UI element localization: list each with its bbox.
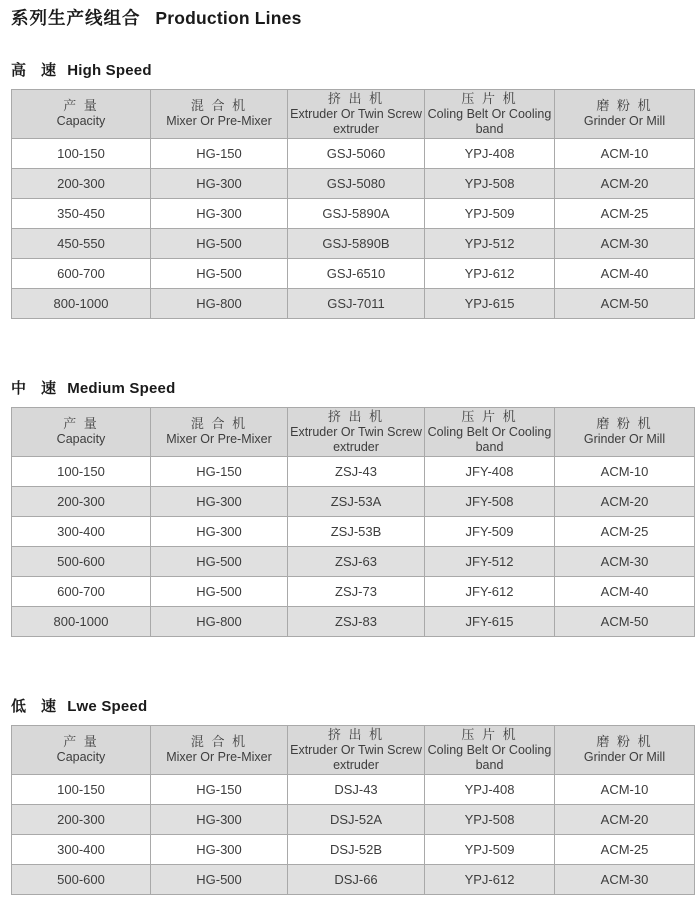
section-heading-zh: 中 速 xyxy=(11,380,57,397)
table-cell: ACM-20 xyxy=(555,169,695,199)
table-cell: 100-150 xyxy=(12,775,151,805)
table-cell: HG-500 xyxy=(151,547,288,577)
section-heading-en: Medium Speed xyxy=(67,380,176,397)
column-header xyxy=(151,408,288,457)
table-cell: ACM-50 xyxy=(555,289,695,319)
section-heading-medium-speed xyxy=(11,380,694,398)
table-cell: HG-300 xyxy=(151,487,288,517)
column-header-en: Capacity xyxy=(56,114,106,129)
column-header-en: Extruder Or Twin Screw extruder xyxy=(290,742,422,772)
table-cell: HG-500 xyxy=(151,865,288,895)
table-cell: 350-450 xyxy=(12,199,151,229)
table-cell: JFY-512 xyxy=(425,547,555,577)
table-cell: 100-150 xyxy=(12,457,151,487)
table-cell: ZSJ-53A xyxy=(288,487,425,517)
table-cell: 300-400 xyxy=(12,517,151,547)
column-header xyxy=(425,408,555,457)
section-heading-en: Lwe Speed xyxy=(67,698,148,715)
section-heading-zh: 高 速 xyxy=(11,62,57,79)
column-header-zh: 挤 出 机 xyxy=(327,90,385,106)
table-cell: ACM-10 xyxy=(555,457,695,487)
table-cell: ACM-10 xyxy=(555,775,695,805)
table-row xyxy=(12,577,695,607)
column-header-zh: 挤 出 机 xyxy=(327,408,385,424)
table-cell: YPJ-509 xyxy=(425,835,555,865)
table-cell: GSJ-6510 xyxy=(288,259,425,289)
table-row xyxy=(12,517,695,547)
column-header-zh: 混 合 机 xyxy=(190,416,248,432)
table-cell: YPJ-612 xyxy=(425,865,555,895)
table-cell: JFY-612 xyxy=(425,577,555,607)
table-cell: ACM-40 xyxy=(555,259,695,289)
table-cell: YPJ-408 xyxy=(425,139,555,169)
table-cell: ZSJ-53B xyxy=(288,517,425,547)
table-row xyxy=(12,139,695,169)
table-cell: HG-300 xyxy=(151,517,288,547)
column-header-en: Mixer Or Pre-Mixer xyxy=(166,750,272,765)
table-row xyxy=(12,169,695,199)
column-header-en: Mixer Or Pre-Mixer xyxy=(166,114,272,129)
table-cell: HG-800 xyxy=(151,289,288,319)
table-cell: ACM-20 xyxy=(555,487,695,517)
table-cell: 800-1000 xyxy=(12,289,151,319)
table-cell: JFY-615 xyxy=(425,607,555,637)
table-cell: 800-1000 xyxy=(12,607,151,637)
column-header xyxy=(425,726,555,775)
column-header-zh: 压 片 机 xyxy=(461,408,518,424)
column-header-en: Coling Belt Or Cooling band xyxy=(427,424,552,454)
header-row xyxy=(12,726,695,775)
table-cell: 450-550 xyxy=(12,229,151,259)
table-cell: ZSJ-83 xyxy=(288,607,425,637)
table-cell: YPJ-509 xyxy=(425,199,555,229)
table-cell: ACM-10 xyxy=(555,139,695,169)
table-cell: ACM-25 xyxy=(555,199,695,229)
production-table-high-speed xyxy=(11,89,695,319)
table-cell: ACM-20 xyxy=(555,805,695,835)
column-header-zh: 产 量 xyxy=(63,416,99,432)
column-header-en: Grinder Or Mill xyxy=(583,432,666,447)
column-header-en: Mixer Or Pre-Mixer xyxy=(166,432,272,447)
table-cell: HG-300 xyxy=(151,835,288,865)
column-header-en: Grinder Or Mill xyxy=(583,114,666,129)
column-header-zh: 挤 出 机 xyxy=(327,726,385,742)
production-table-medium-speed xyxy=(11,407,695,637)
table-head xyxy=(12,90,695,139)
table-cell: HG-150 xyxy=(151,457,288,487)
table-cell: GSJ-7011 xyxy=(288,289,425,319)
table-cell: HG-300 xyxy=(151,805,288,835)
table-row xyxy=(12,289,695,319)
table-cell: 100-150 xyxy=(12,139,151,169)
table-cell: HG-500 xyxy=(151,259,288,289)
column-header xyxy=(555,726,695,775)
column-header xyxy=(288,90,425,139)
table-head xyxy=(12,726,695,775)
table-cell: HG-150 xyxy=(151,775,288,805)
column-header-zh: 产 量 xyxy=(63,734,99,750)
table-cell: 200-300 xyxy=(12,487,151,517)
production-table-low-speed xyxy=(11,725,695,895)
table-cell: ACM-30 xyxy=(555,547,695,577)
table-row xyxy=(12,487,695,517)
page-title-en: Production Lines xyxy=(155,8,302,28)
table-row xyxy=(12,259,695,289)
table-body xyxy=(12,775,695,895)
table-cell: GSJ-5060 xyxy=(288,139,425,169)
column-header-zh: 混 合 机 xyxy=(190,734,248,750)
column-header-zh: 磨 粉 机 xyxy=(596,98,653,114)
table-cell: ZSJ-63 xyxy=(288,547,425,577)
table-cell: 600-700 xyxy=(12,577,151,607)
table-cell: ACM-50 xyxy=(555,607,695,637)
table-cell: 600-700 xyxy=(12,259,151,289)
column-header-zh: 混 合 机 xyxy=(190,98,248,114)
table-cell: ZSJ-73 xyxy=(288,577,425,607)
table-cell: HG-300 xyxy=(151,199,288,229)
table-cell: HG-150 xyxy=(151,139,288,169)
column-header-en: Capacity xyxy=(56,432,106,447)
table-cell: YPJ-508 xyxy=(425,169,555,199)
column-header-en: Extruder Or Twin Screw extruder xyxy=(290,106,422,136)
section-heading-en: High Speed xyxy=(67,62,152,79)
header-row xyxy=(12,90,695,139)
table-cell: ACM-25 xyxy=(555,517,695,547)
page-title-zh: 系列生产线组合 xyxy=(11,8,141,28)
table-cell: ACM-30 xyxy=(555,229,695,259)
column-header xyxy=(425,90,555,139)
table-body xyxy=(12,457,695,637)
column-header xyxy=(555,90,695,139)
section-high-speed xyxy=(11,62,694,319)
column-header-en: Coling Belt Or Cooling band xyxy=(427,742,552,772)
table-cell: HG-300 xyxy=(151,169,288,199)
table-cell: DSJ-52A xyxy=(288,805,425,835)
column-header-zh: 压 片 机 xyxy=(461,726,518,742)
table-row xyxy=(12,805,695,835)
table-cell: 200-300 xyxy=(12,169,151,199)
column-header xyxy=(12,90,151,139)
table-cell: 300-400 xyxy=(12,835,151,865)
table-cell: JFY-408 xyxy=(425,457,555,487)
section-heading-low-speed xyxy=(11,698,694,716)
table-cell: ZSJ-43 xyxy=(288,457,425,487)
table-cell: HG-800 xyxy=(151,607,288,637)
table-head xyxy=(12,408,695,457)
column-header-en: Capacity xyxy=(56,750,106,765)
section-heading-high-speed xyxy=(11,62,694,80)
column-header-zh: 压 片 机 xyxy=(461,90,518,106)
table-row xyxy=(12,199,695,229)
table-cell: GSJ-5890A xyxy=(288,199,425,229)
table-cell: 500-600 xyxy=(12,547,151,577)
column-header xyxy=(151,90,288,139)
column-header xyxy=(555,408,695,457)
table-cell: DSJ-52B xyxy=(288,835,425,865)
table-row xyxy=(12,457,695,487)
header-row xyxy=(12,408,695,457)
table-cell: YPJ-615 xyxy=(425,289,555,319)
column-header-en: Extruder Or Twin Screw extruder xyxy=(290,424,422,454)
column-header xyxy=(12,408,151,457)
table-cell: DSJ-66 xyxy=(288,865,425,895)
section-medium-speed xyxy=(11,380,694,637)
table-cell: 500-600 xyxy=(12,865,151,895)
table-cell: DSJ-43 xyxy=(288,775,425,805)
table-cell: JFY-509 xyxy=(425,517,555,547)
section-heading-zh: 低 速 xyxy=(11,698,57,715)
table-cell: YPJ-508 xyxy=(425,805,555,835)
column-header-en: Coling Belt Or Cooling band xyxy=(427,106,552,136)
table-cell: YPJ-512 xyxy=(425,229,555,259)
column-header xyxy=(288,726,425,775)
column-header-zh: 产 量 xyxy=(63,98,99,114)
table-cell: HG-500 xyxy=(151,229,288,259)
table-row xyxy=(12,547,695,577)
table-cell: ACM-40 xyxy=(555,577,695,607)
column-header-en: Grinder Or Mill xyxy=(583,750,666,765)
column-header-zh: 磨 粉 机 xyxy=(596,734,653,750)
table-cell: ACM-30 xyxy=(555,865,695,895)
table-cell: ACM-25 xyxy=(555,835,695,865)
table-cell: GSJ-5890B xyxy=(288,229,425,259)
section-low-speed xyxy=(11,698,694,895)
table-row xyxy=(12,865,695,895)
table-cell: JFY-508 xyxy=(425,487,555,517)
column-header-zh: 磨 粉 机 xyxy=(596,416,653,432)
table-body xyxy=(12,139,695,319)
table-cell: YPJ-408 xyxy=(425,775,555,805)
table-cell: 200-300 xyxy=(12,805,151,835)
table-row xyxy=(12,835,695,865)
column-header xyxy=(288,408,425,457)
page-title xyxy=(11,8,694,29)
column-header xyxy=(12,726,151,775)
column-header xyxy=(151,726,288,775)
table-row xyxy=(12,607,695,637)
table-row xyxy=(12,229,695,259)
table-row xyxy=(12,775,695,805)
table-cell: GSJ-5080 xyxy=(288,169,425,199)
table-cell: HG-500 xyxy=(151,577,288,607)
table-cell: YPJ-612 xyxy=(425,259,555,289)
